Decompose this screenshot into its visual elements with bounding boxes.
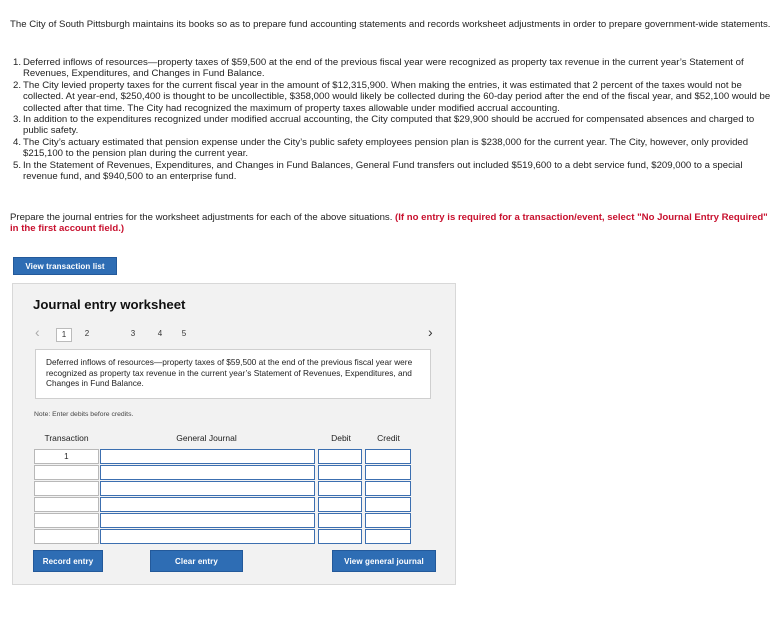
chevron-right-icon[interactable]: › <box>428 324 433 340</box>
table-row <box>34 497 411 513</box>
debit-field[interactable] <box>318 513 362 528</box>
view-transaction-list-button[interactable]: View transaction list <box>13 257 117 275</box>
instructions-text: Prepare the journal entries for the worksheet adjustments for each of the above situations. <box>10 212 396 223</box>
transaction-cell: 1 <box>34 449 99 464</box>
page-tab-1[interactable]: 1 <box>56 328 72 342</box>
page-tab-3[interactable]: 3 <box>130 329 136 338</box>
debit-field[interactable] <box>318 481 362 496</box>
page-tab-2[interactable]: 2 <box>84 329 90 338</box>
transaction-description <box>35 349 431 399</box>
worksheet-title: Journal entry worksheet <box>33 297 186 312</box>
journal-table <box>34 430 411 545</box>
instructions <box>10 212 775 235</box>
page-tab-5[interactable]: 5 <box>181 329 187 338</box>
transaction-cell <box>34 481 99 496</box>
item-number: 3. <box>13 114 22 126</box>
column-general-journal: General Journal <box>176 433 237 443</box>
journal-entry-worksheet <box>12 283 456 585</box>
credit-field[interactable] <box>365 497 411 512</box>
list-item <box>10 114 775 137</box>
item-number: 4. <box>13 136 22 148</box>
instructions-warning: (If no entry is required for a transaction/event, select "No Journal Entry Required" in the first account field.) <box>10 212 768 235</box>
list-item <box>10 160 775 183</box>
item-number: 5. <box>13 159 22 171</box>
view-general-journal-button[interactable]: View general journal <box>332 550 436 572</box>
column-debit: Debit <box>331 433 351 443</box>
account-field[interactable] <box>100 449 316 464</box>
item-number: 2. <box>13 79 22 91</box>
debit-field[interactable] <box>318 449 362 464</box>
debit-field[interactable] <box>318 529 362 544</box>
table-row <box>34 481 411 497</box>
debit-field[interactable] <box>318 497 362 512</box>
account-field[interactable] <box>100 465 316 480</box>
item-text: The City levied property taxes for the current fiscal year in the amount of $12,315,900. When making the entries, it was estimated that 2 percent of the taxes would not be collected. At year-end, $250,400 is thought to be uncollectible, $358,000 would likely be collected during the 60-day period after the end of the fiscal year, and $52,100 would be collected after that time. The City had recognized the maximum of property taxes allowable under modified accrual accounting. <box>23 79 771 114</box>
intro-text: The City of South Pittsburgh maintains its books so as to prepare fund accounting statements and records worksheet adjustments in order to prepare government-wide statements. <box>10 19 771 30</box>
account-field[interactable] <box>100 481 316 496</box>
debit-field[interactable] <box>318 465 362 480</box>
entry-note: Note: Enter debits before credits. <box>34 411 134 418</box>
list-item <box>10 137 775 160</box>
credit-field[interactable] <box>365 513 411 528</box>
list-item <box>10 57 775 80</box>
situation-list <box>10 57 775 182</box>
account-field[interactable] <box>100 513 316 528</box>
record-entry-button[interactable]: Record entry <box>33 550 103 572</box>
item-text: Deferred inflows of resources—property taxes of $59,500 at the end of the previous fiscal year were recognized as property tax revenue in the current year’s Statement of Revenues, Expenditures, and Changes in Fund Balance. <box>23 57 744 80</box>
account-field[interactable] <box>100 529 316 544</box>
table-row <box>34 465 411 481</box>
transaction-description-text: Deferred inflows of resources—property taxes of $59,500 at the end of the previous fiscal year were recognized as property tax revenue in the current year’s Statement of Revenues, Expenditures, and Changes in Fund Balance. <box>46 357 413 388</box>
table-row <box>34 513 411 529</box>
column-credit: Credit <box>377 433 400 443</box>
transaction-cell <box>34 465 99 480</box>
credit-field[interactable] <box>365 529 411 544</box>
transaction-cell <box>34 529 99 544</box>
credit-field[interactable] <box>365 449 411 464</box>
clear-entry-button[interactable]: Clear entry <box>150 550 243 572</box>
item-text: In the Statement of Revenues, Expenditures, and Changes in Fund Balances, General Fund transfers out included $519,600 to a debt service fund, $209,000 to a special revenue fund, and $940,500 to an enterprise fund. <box>23 159 743 183</box>
column-transaction: Transaction <box>44 433 89 443</box>
credit-field[interactable] <box>365 465 411 480</box>
account-field[interactable] <box>100 497 316 512</box>
transaction-cell <box>34 497 99 512</box>
journal-table-header <box>34 430 411 449</box>
chevron-left-icon[interactable]: ‹ <box>35 324 40 340</box>
list-item <box>10 80 775 114</box>
worksheet-pager <box>33 325 437 341</box>
credit-field[interactable] <box>365 481 411 496</box>
table-row <box>34 449 411 465</box>
item-number: 1. <box>13 57 22 68</box>
transaction-cell <box>34 513 99 528</box>
page-tab-4[interactable]: 4 <box>157 329 163 338</box>
item-text: The City’s actuary estimated that pension expense under the City’s public safety employees pension plan is $238,000 for the current year. The City, however, only provided $215,100 to the pension plan during the current year. <box>23 136 749 160</box>
intro-paragraph <box>10 19 775 30</box>
item-text: In addition to the expenditures recognized under modified accrual accounting, the City computed that $29,900 should be accrued for compensated absences and charged to public safety. <box>23 114 755 137</box>
table-row <box>34 529 411 545</box>
